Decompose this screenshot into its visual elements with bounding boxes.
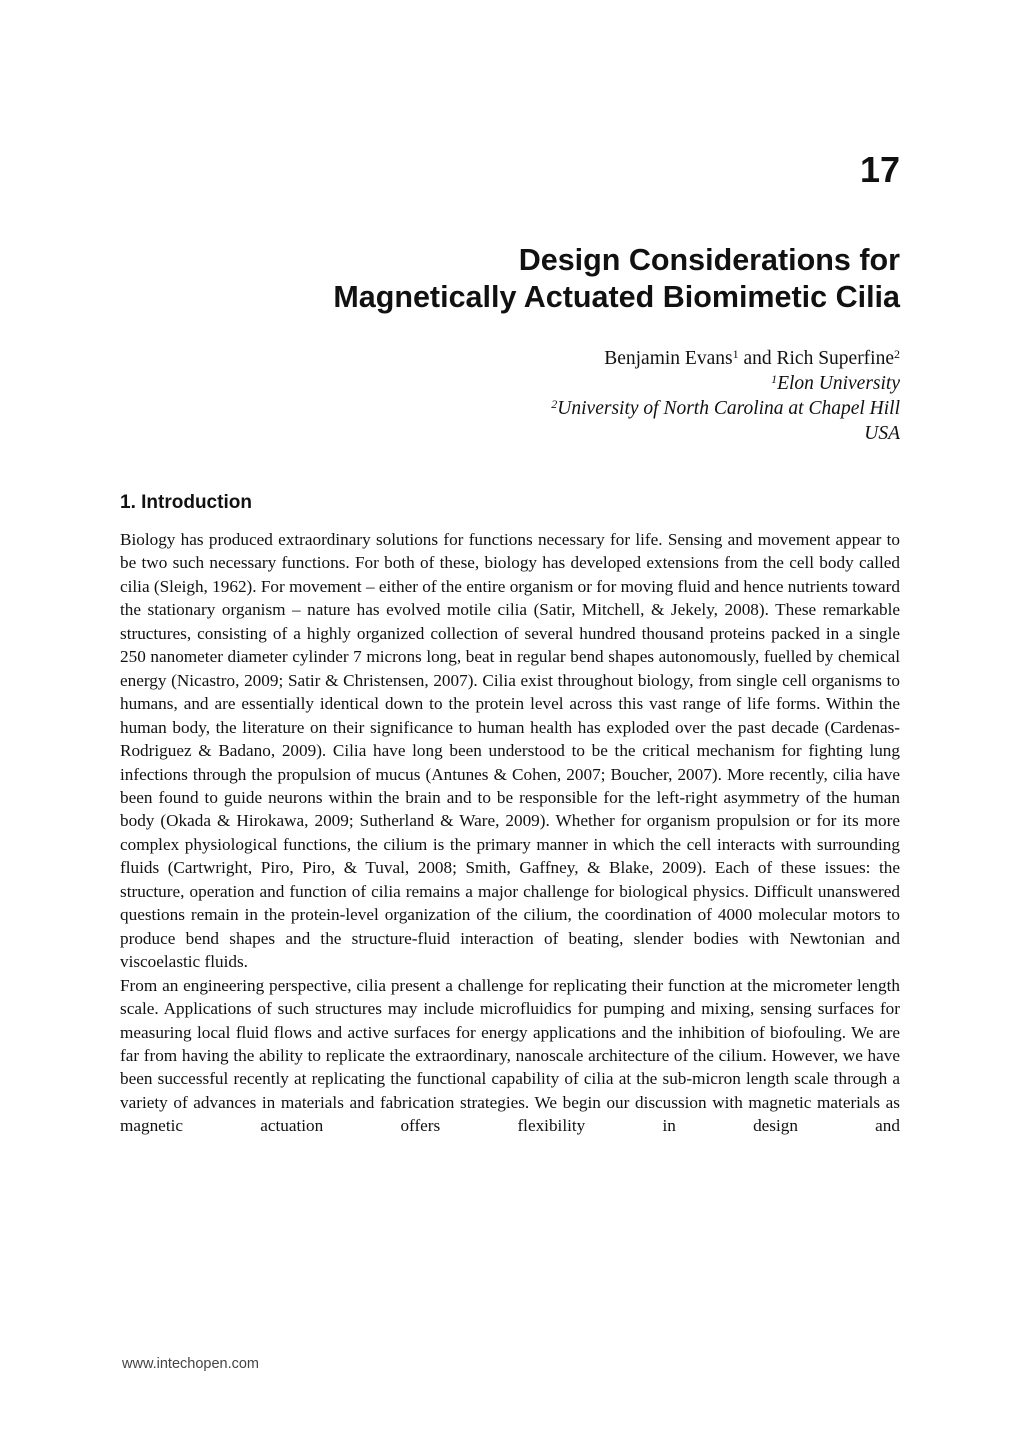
chapter-title [200,242,900,316]
author-2-name: Rich Superfine [776,348,894,369]
paragraph-1: Biology has produced extraordinary solutions for functions necessary for life. Sensing and movement appear to be two such necessary functions. For both of these, biology has developed extensions from the cell body called cilia (Sleigh, 1962). For movement – either of the entire organism or for moving fluid and hence nutrients toward the stationary organism – nature has evolved motile cilia (Satir, Mitchell, & Jekely, 2008). These remarkable structures, consisting of a highly organized collection of several hundred thousand proteins packed in a single 250 nanometer diameter cylinder 7 microns long, beat in regular bend shapes autonomously, fuelled by chemical energy (Nicastro, 2009; Satir & Christensen, 2007). Cilia exist throughout biology, from single cell organisms to humans, and are essentially identical down to the protein level across this vast range of life forms. Within the human body, the literature on their significance to human health has exploded over the past decade (Cardenas-Rodriguez & Badano, 2009). Cilia have long been understood to be the critical mechanism for fighting lung infections through the propulsion of mucus (Antunes & Cohen, 2007; Boucher, 2007). More recently, cilia have been found to guide neurons within the brain and to be responsible for the left-right asymmetry of the human body (Okada & Hirokawa, 2009; Sutherland & Ware, 2009). Whether for organism propulsion or for its more complex physiological functions, the cilium is the primary manner in which the cell interacts with surrounding fluids (Cartwright, Piro, Piro, & Tuval, 2008; Smith, Gaffney, & Blake, 2009). Each of these issues: the structure, operation and function of cilia remains a major challenge for biological physics. Difficult unanswered questions remain in the protein-level organization of the cilium, the coordination of 4000 molecular motors to produce bend shapes and the structure-fluid interaction of beating, slender bodies with Newtonian and viscoelastic fluids. [120,530,900,972]
body-text [120,528,900,1138]
author-1-superscript: 1 [732,347,739,361]
affiliation-1-superscript: 1 [771,372,778,386]
author-1-name: Benjamin Evans [604,348,733,369]
affiliation-1-name: Elon University [777,373,900,394]
author-line [300,346,900,371]
footer-url[interactable]: www.intechopen.com [122,1356,260,1372]
title-line-2: Magnetically Actuated Biomimetic Cilia [333,280,900,314]
affiliation-2 [300,396,900,421]
paragraph-2: From an engineering perspective, cilia present a challenge for replicating their function at the micrometer length scale. Applications of such structures may include microfluidics for pumping and mixing, sensing surfaces for measuring local fluid flows and active surfaces for energy applications and the inhibition of biofouling. We are far from having the ability to replicate the extraordinary, nanoscale architecture of the cilium. However, we have been successful recently at replicating the functional capability of cilia at the sub-micron length scale through a variety of advances in materials and fabrication strategies. We begin our discussion with magnetic materials as magnetic actuation offers flexibility in design and [120,975,900,1136]
author-connector: and [738,348,777,369]
chapter-number: 17 [859,149,900,190]
author-2-superscript: 2 [894,347,900,361]
affiliation-2-superscript: 2 [551,397,558,411]
title-line-1: Design Considerations for [518,243,900,277]
affiliation-1 [300,371,900,396]
country: USA [864,423,900,444]
section-heading: 1. Introduction [120,492,252,513]
affiliation-2-name: University of North Carolina at Chapel Hill [557,398,900,419]
authors-block [300,346,900,446]
